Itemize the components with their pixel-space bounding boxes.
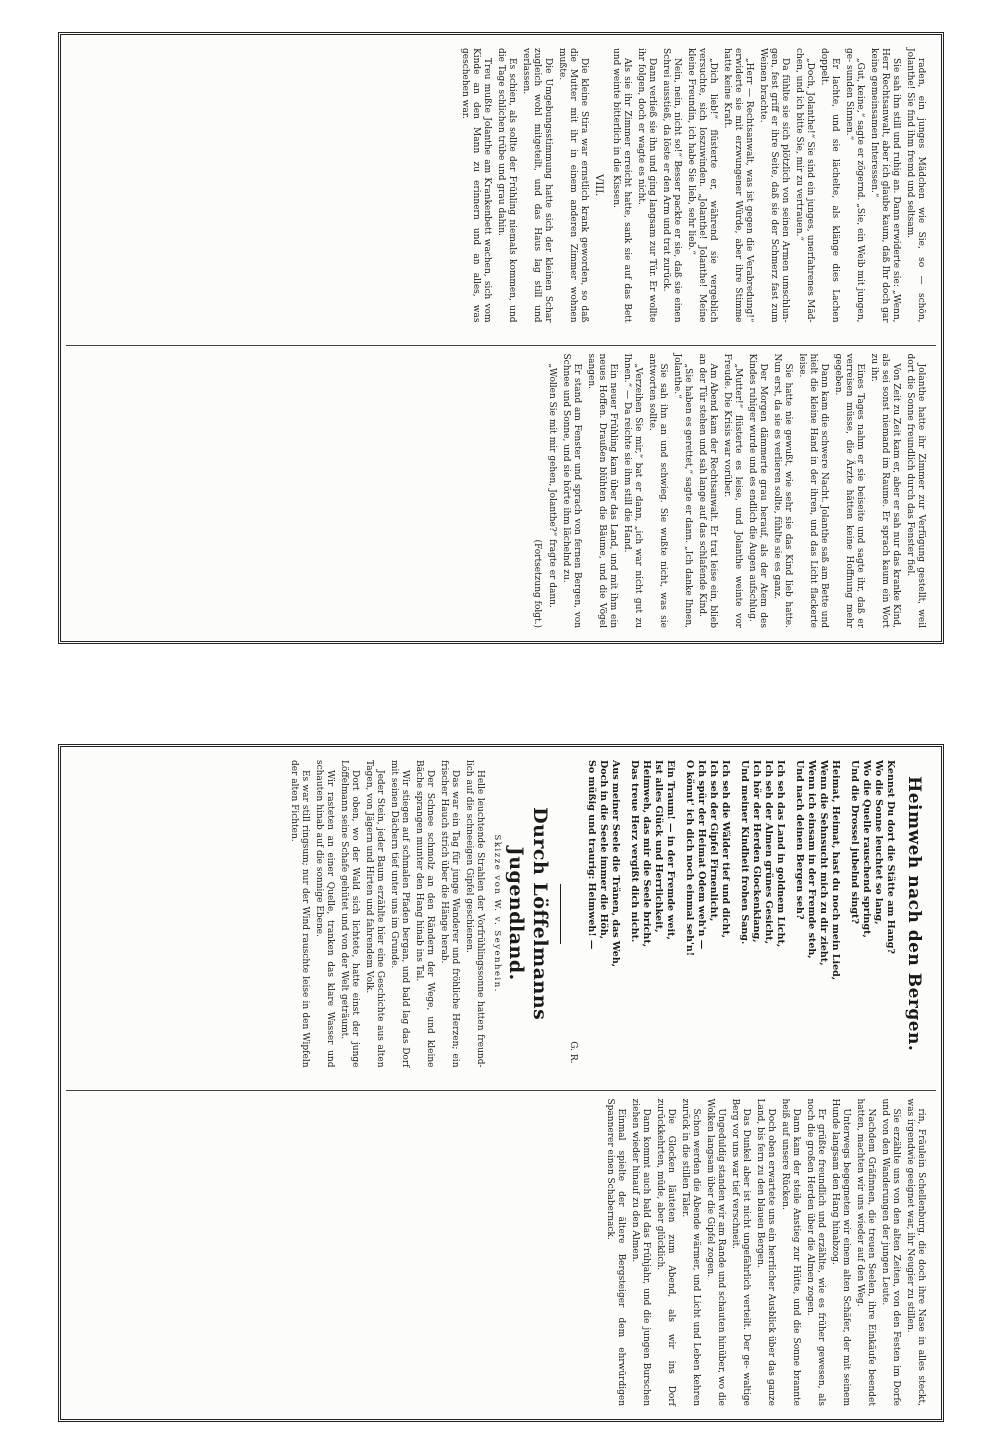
paragraph: Die Glocken läuteten zum Abend, als wir ins Dorf zurückkehrten, müde, aber glücklich.	[655, 1098, 676, 1406]
bottom-column-1	[66, 752, 936, 1076]
paragraph: „Doch, Jolanthe!“ Sie sind ein junges, unerfahrenes Mäd- chen, und ich bitte Sie, mir zu vertrauen.“	[794, 48, 815, 323]
top-page-frame	[58, 32, 944, 644]
poem-line: Kennst Du dort die Stätte am Hang?	[885, 760, 896, 954]
poem-stanza	[683, 760, 731, 1068]
paragraph: Sie erzählte uns von den alten Zeiten, von den Festen im Dorfe und von den Wanderungen der jungen Leute.	[880, 1098, 901, 1406]
poem-line: Wo die Quelle rauschend springt,	[861, 760, 872, 938]
paragraph: Helle leuchtende Strahlen der Vorfrühlingssonne hatten freund- lich auf die schneeigen Gipfel geschienen.	[464, 760, 485, 1068]
poem-title: Heimweh nach den Bergen.	[904, 776, 924, 1052]
paragraph: Die Umgebungsstimmung hatte sich der kleinen Schar zugleich wohl mitgeteilt, und das Haus lag still und verlassen.	[521, 48, 553, 323]
paragraph: Ein neuer Frühling kam über das Land, und mit ihm ein neues Hoffen. Draußen blühten die Bäume, und die Vögel sangen.	[586, 353, 618, 628]
paragraph: Sie hatte nie gewußt, wie sehr sie das Kind lieb hatte. Nun erst, da sie es verlieren sollte, fühlte sie es ganz.	[772, 353, 793, 628]
paragraph: „Gut, keine,“ sagte er zögernd. „Sie, ein Weib mit jungen, ge- sunden Sinnen.“	[844, 48, 865, 323]
poem-line: Heimat, Heimat, hast du noch mein Lied,	[830, 760, 841, 981]
paragraph: Schon werden die Abende wärmer, und Licht und Leben kehren zurück in die stillen Täler.	[680, 1098, 701, 1406]
poem-line: Und meiner Kindheit frohen Sang.	[739, 760, 750, 945]
poem-stanza	[793, 760, 841, 1068]
separator-rule	[560, 884, 561, 944]
poem-line: Aus meiner Seele die Tränen, das Weh,	[610, 760, 621, 968]
poem-stanza	[848, 760, 896, 1068]
story-byline: Skizze von W. v. Seyenhein.	[492, 834, 502, 993]
poem-line: Ich hör der Herden Glockenklang,	[751, 760, 762, 943]
poem-line: Und die Drossel jubelnd singt?	[849, 760, 860, 924]
poem-line: Das treue Herz vergißt dich nicht.	[629, 760, 640, 943]
poem-line: Ein Traum! — in der Fremde weit,	[665, 760, 676, 940]
paragraph: Er lachte, und sie lächelte, als klänge dies Lachen doppelt.	[819, 48, 840, 323]
paragraph: Dort oben, wo der Wald sich lichtete, hatte einst der junge Löffelmann seine Schafe gehütet und von der Welt geträumt.	[339, 760, 360, 1068]
paragraph: Nachdem Gräfinnen, die treuen Seelen, ihre Einkäufe beendet hatten, machten wir uns wieder auf den Weg.	[855, 1098, 876, 1406]
paragraph: Dann kam der steile Anstieg zur Hütte, und die Sonne brannte heiß auf unsere Rücken.	[780, 1098, 801, 1406]
poem-line: Wenn die Sehnsucht mich zu dir zieht,	[818, 760, 829, 966]
poem-signature: G. R.	[568, 1041, 578, 1064]
bottom-page-frame	[58, 744, 944, 1422]
poem-line: Ich seh der Gipfel Firnenlicht,	[708, 760, 719, 922]
paragraph: Treu mußte Jolanthe am Krankenbett wachen, sich vom Kinde an den Mann zu erinnern und an alles, was geschehen war.	[460, 48, 492, 323]
bottom-col2-paragraphs	[604, 1099, 926, 1407]
poem-body	[585, 760, 896, 1068]
top-column-2	[66, 345, 936, 637]
paragraph: Das Dunkel aber ist nicht ungefährlich verteilt. Der ge- waltige Berg vor uns war tief verschneit.	[730, 1098, 751, 1406]
poem-line: Und nach deinen Bergen seh?	[794, 760, 805, 920]
top-page-content	[66, 40, 936, 636]
paragraph: „Mutter!“ flüsterte es leise, und Jolanthe weinte vor Freude. Die Krisis war vorüber.	[722, 353, 743, 628]
paragraph: Von Zeit zu Zeit kam er, aber er sah nur das kranke Kind, als sei sonst niemand im Raume. Er sprach kaum ein Wort zu ihr.	[869, 353, 901, 628]
paragraph: Jolanthe hatte ihr Zimmer zur Verfügung gestellt, weil dort die Sonne freundlich durch das Fenster fiel.	[905, 353, 926, 628]
paragraph: Sie sah ihn still und ruhig an. Dann erwiderte sie: „Wenn, Herr Rechtsanwalt, aber ich glaube kaum, daß Ihr doch gar keine gemeinsamen Interessen.“	[869, 48, 901, 323]
poem-line: Wenn ich einsam in der Fremde steh,	[806, 760, 817, 959]
poem-stanza	[585, 760, 621, 1068]
chapter-heading: VIII.	[593, 174, 604, 197]
top-column-1	[66, 40, 936, 331]
paragraph: Wir rasteten an einer Quelle, tranken das klare Wasser und schauten hinab auf die sonnige Ebene.	[314, 760, 335, 1068]
paragraph: raden, ein junges Mädchen wie Sie, so — schön, Jolanthe! Sie find ihm fremd und seltsam.	[905, 48, 926, 323]
story-paragraphs	[288, 760, 485, 1068]
poem-line: Doch in die Seele immer die Höh,	[598, 760, 609, 940]
paragraph: Als sie ihr Zimmer erreicht hatte, sank sie auf das Bett und weinte bitterlich in die Kissen.	[611, 48, 632, 323]
poem-line: Ich spür der Heimat Odem weh'n —	[696, 760, 707, 950]
continuation-note: (Fortsetzung folgt.)	[532, 539, 542, 628]
paragraph: Ungeduldig standen wir am Rande und schauten hinüber, wo die Wolken langsam über die Gipfel zogen.	[705, 1098, 726, 1406]
bottom-page-content	[66, 752, 936, 1414]
paragraph: „Sie haben es gerettet,“ sagte er dann. „Ich danke Ihnen, Jolanthe.“	[672, 353, 693, 628]
poem-stanza	[738, 760, 786, 1068]
paragraph: Einmal spielte der ältere Bergsteiger dem ehrwürdigen Spannerer einen Schabernack.	[605, 1098, 626, 1406]
paragraph: Eines Tages nahm er sie beiseite und sagte ihr, daß er verreisen müsse, die Ärzte hätten keine Hoffnung mehr gegeben.	[833, 353, 865, 628]
paragraph: Sie sah ihn an und schwieg. Sie wußte nicht, was sie antworten sollte.	[647, 353, 668, 628]
paragraph: Unterwegs begegneten wir einem alten Schäfer, der mit seinem Hunde langsam den Hang hinabzog.	[830, 1098, 851, 1406]
poem-line: Ich seh die Wälder tief und dicht,	[720, 760, 731, 939]
paragraph: Die kleine Stira war ernstlich krank geworden, so daß die Mutter mit ihr in einem anderen Zimmer wohnen mußte.	[557, 48, 589, 323]
paragraph: Dann kommt auch bald das Frühjahr, und die jungen Burschen ziehen wieder hinauf zu den Almen.	[630, 1098, 651, 1406]
poem-line: Ist alles Glück und Herrlichkeit,	[653, 760, 664, 933]
bottom-column-2	[66, 1090, 936, 1415]
paragraph: Es schien, als sollte der Frühling niemals kommen, und die Tage schlichen trübe und grau dahin.	[496, 48, 517, 323]
paragraph: Das war ein Tag für junge Wanderer und fröhliche Herzen; ein frischer Hauch strich über die Hänge herab.	[439, 760, 460, 1068]
top-col2-paragraphs	[546, 354, 926, 629]
poem-line: So müßig und traurig: Heimweh! —	[586, 760, 597, 950]
poem-line: Heimweh, das mir die Seele bricht,	[641, 760, 652, 948]
poem-line: O könnt' ich dich noch einmal seh'n!	[684, 760, 695, 956]
paragraph: Der Schnee schmolz an den Rändern der Wege, und kleine Bäche sprangen munter den Hang hinab ins Tal.	[414, 760, 435, 1068]
top-col1-paragraphs-after	[459, 48, 589, 323]
paragraph: Doch oben erwartete uns ein herrlicher Ausblick über das ganze Land, bis fern zu den blauen Bergen.	[755, 1098, 776, 1406]
poem-line: Ich seh das Land in goldnem Licht,	[775, 760, 786, 948]
paragraph: „Herr — Rechtsanwalt, was ist gegen die Verabredung!“ erwiderte sie mit erzwungener Würde, aber ihre Stimme hatte keine Kraft.	[722, 48, 754, 323]
paragraph: Er stand am Fenster und sprach von fernen Bergen, von Schnee und Sonne, und sie hörte ihm lächelnd zu.	[561, 353, 582, 628]
poem-stanza	[628, 760, 676, 1068]
paragraph: Nein, nein, nicht so!“ Besser packte er sie, daß sie einen Schrei ausstieß, da löste er den Arm und trat zurück.	[661, 48, 682, 323]
paragraph: „Verzeihen Sie mir,“ bat er dann, „ich war nicht gut zu Ihnen.“ — Da reichte sie ihm still die Hand.	[622, 353, 643, 628]
paragraph: Er grüßte freundlich und erzählte, wie es früher gewesen, als noch die großen Herden über die Almen zogen.	[805, 1098, 826, 1406]
paragraph: Am Abend kam der Rechtsanwalt. Er trat leise ein, blieb an der Tür stehen und sah lange auf das schlafende Kind.	[697, 353, 718, 628]
paragraph: „Dich lieb!“ flüsterte er, während sie vergeblich versuchte, sich loszuwinden. „Jolanthe! Jolanthe! Meine kleine Freundin, ich habe Sie lieb, sehr lieb.“	[686, 48, 718, 323]
paragraph: Dann verließ sie ihn und ging langsam zur Tür. Er wollte ihr folgen, doch er wagte es nicht.	[636, 48, 657, 323]
story-title: Durch Löffelmanns Jugendland.	[505, 807, 551, 1021]
paragraph: Wir stiegen auf schmalen Pfaden bergan, und bald lag das Dorf mit seinen Dächern tief unter uns im Grunde.	[389, 760, 410, 1068]
paragraph: rin, Fräulein Schellenburg, die doch ihre Nase in alles steckt, was irgendwie geeignet war, ihr Neugier zu stillen.	[905, 1098, 926, 1406]
paragraph: Der Morgen dämmerte grau herauf, als der Atem des Kindes ruhiger wurde und es endlich die Augen aufschlug.	[747, 353, 768, 628]
poem-line: Ich seh der Almen grünes Gesicht,	[763, 760, 774, 945]
paragraph: Es war still ringsum; nur der Wind rauschte leise in den Wipfeln der alten Fichten.	[289, 760, 310, 1068]
paragraph: „Wollen Sie mit mir gehen, Jolanthe?“ fragte er dann.	[547, 363, 557, 608]
paragraph: Dann kam die schwere Nacht. Jolanthe saß am Bette und hielt die kleine Hand in der ihren, und das Licht flackerte leise.	[797, 353, 829, 628]
top-col1-paragraphs	[610, 48, 926, 323]
poem-line: Wo die Sonne leuchtet so lang,	[873, 760, 884, 925]
paragraph: Jeder Stein, jeder Baum erzählte hier eine Geschichte aus alten Tagen, von Jägern und Hirten und fahrendem Volk.	[364, 760, 385, 1068]
paragraph: Da fühlte sie sich plötzlich von seinen Armen umschlun- gen, fest griff er ihre Seite, daß sie der Schmerz fast zum Weinen brachte.	[758, 48, 790, 323]
